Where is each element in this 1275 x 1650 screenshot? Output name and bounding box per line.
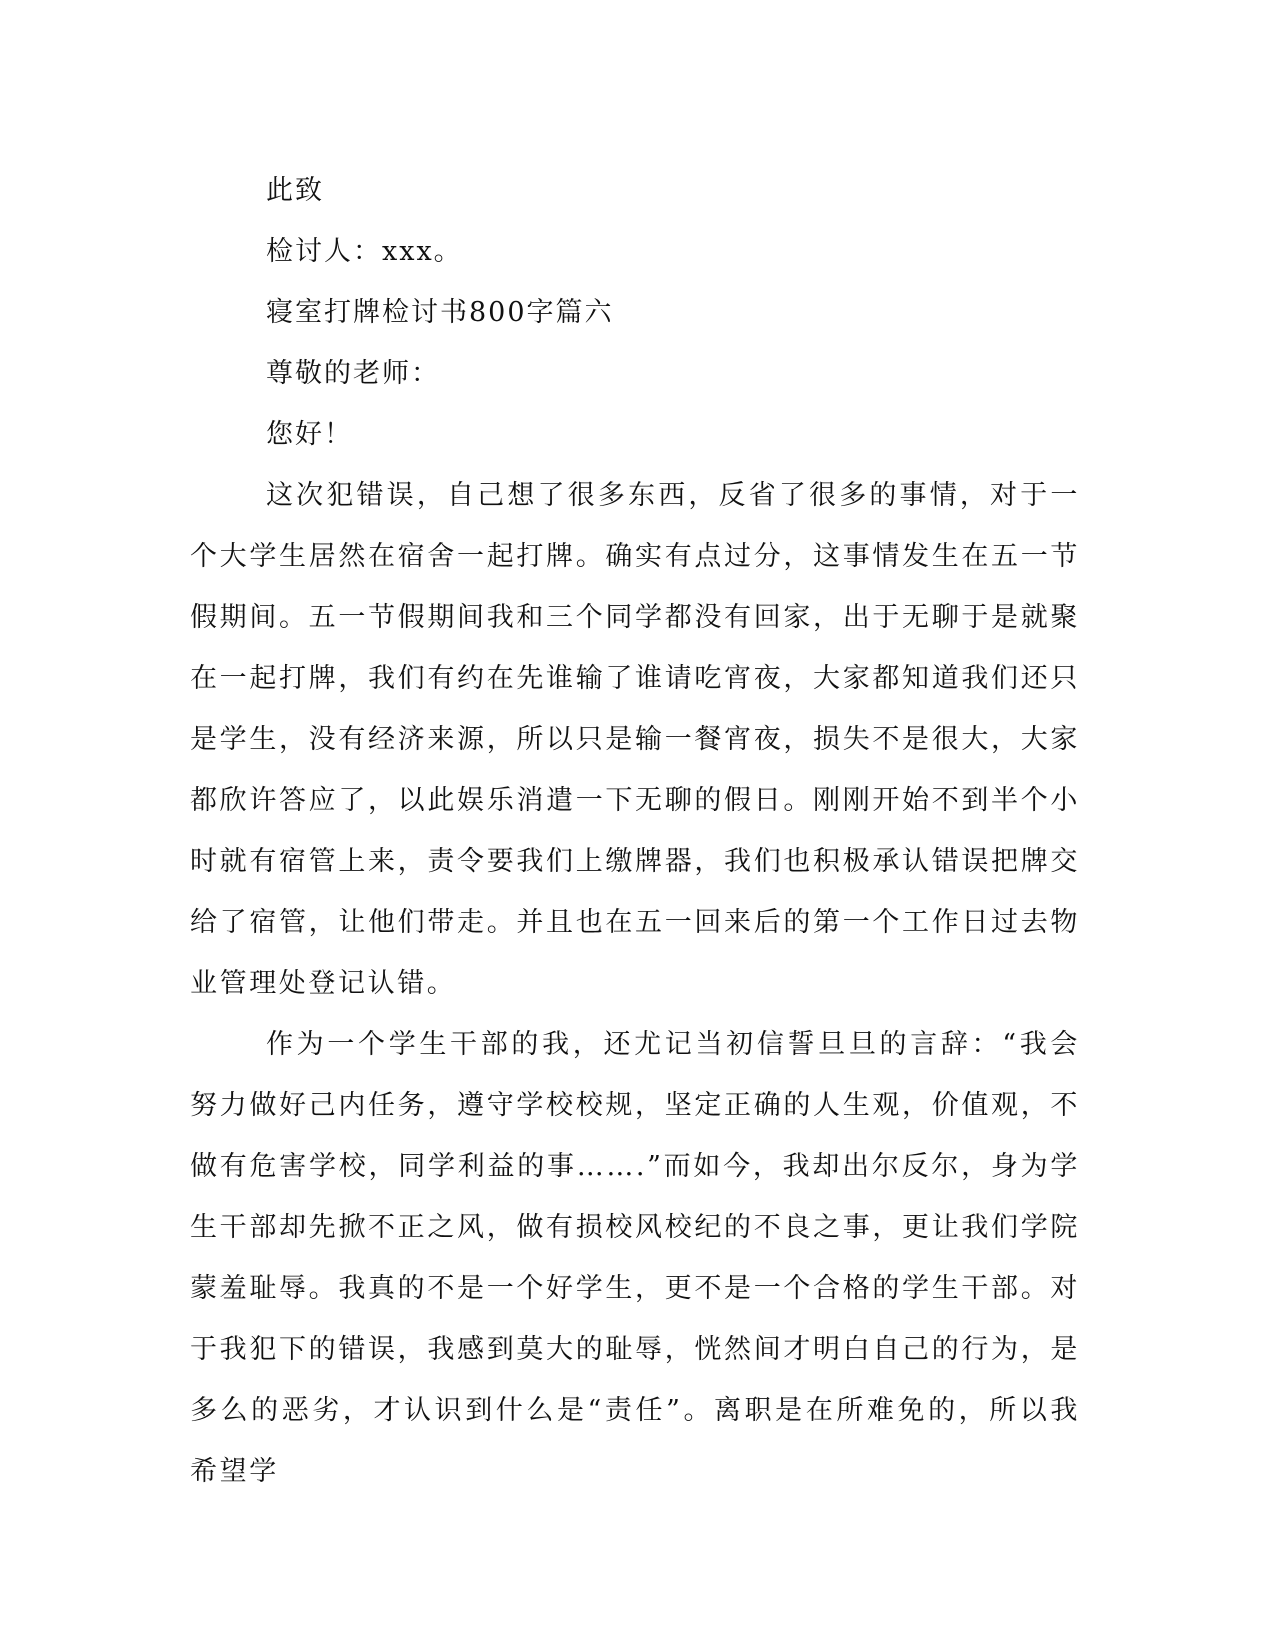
greeting-line: 您好！ — [266, 419, 353, 450]
body-paragraph-1: 这次犯错误，自己想了很多东西，反省了很多的事情，对于一个大学生居然在宿舍一起打牌。确实有点过分，这事情发生在五一节假期间。五一节假期间我和三个同学都没有回家，出于无聊于是就聚在一起打牌，我们有约在先谁输了谁请吃宵夜，大家都知道我们还只是学生，没有经济来源，所以只是输一餐宵夜，损失不是很大，大家都欣许答应了，以此娱乐消遣一下无聊的假日。刚刚开始不到半个小时就有宿管上来，责令要我们上缴牌器，我们也积极承认错误把牌交给了宿管，让他们带走。并且也在五一回来后的第一个工作日过去物业管理处登记认错。 — [190, 480, 1080, 999]
salutation-line: 尊敬的老师： — [266, 358, 440, 389]
signature-line: 检讨人：xxx。 — [266, 236, 463, 267]
document-body — [190, 160, 1080, 1502]
body-paragraph-2: 作为一个学生干部的我，还尤记当初信誓旦旦的言辞：“我会努力做好己内任务，遵守学校校规，坚定正确的人生观，价值观，不做有危害学校，同学利益的事…….”而如今，我却出尔反尔，身为学生干部却先掀不正之风，做有损校风校纪的不良之事，更让我们学院蒙羞耻辱。我真的不是一个好学生，更不是一个合格的学生干部。对于我犯下的错误，我感到莫大的耻辱，恍然间才明白自己的行为，是多么的恶劣，才认识到什么是“责任”。离职是在所难免的，所以我希望学 — [190, 1029, 1080, 1487]
closing-line: 此致 — [266, 175, 324, 206]
section-title: 寝室打牌检讨书800字篇六 — [266, 297, 614, 328]
